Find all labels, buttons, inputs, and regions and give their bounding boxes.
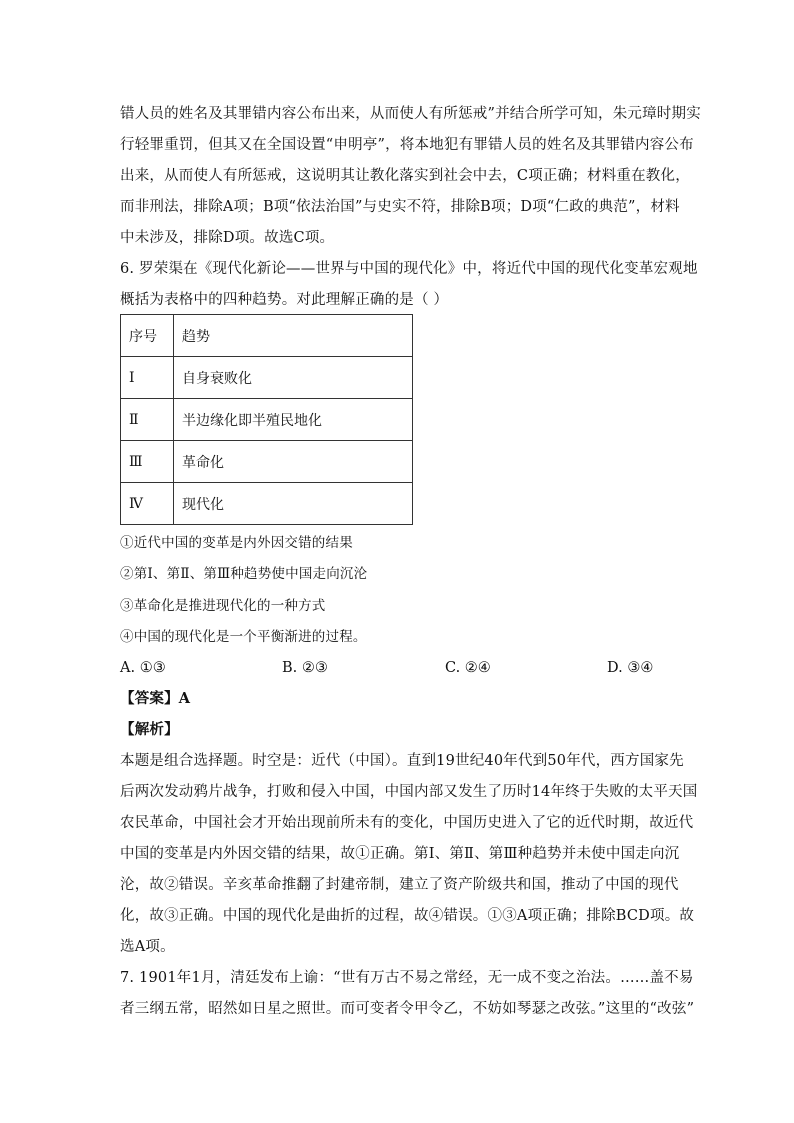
table-row: [121, 483, 413, 525]
q6-stem-line-2: 概括为表格中的四种趋势。对此理解正确的是（ ）: [120, 292, 449, 308]
table-cell-number: Ⅱ: [121, 399, 174, 441]
q6-statement-4: ④中国的现代化是一个平衡渐进的过程。: [120, 629, 367, 645]
table-cell-trend: 自身衰败化: [174, 357, 413, 399]
table-cell-trend: 革命化: [174, 441, 413, 483]
table-row: [121, 399, 413, 441]
q6-option-a: A. ①③: [120, 660, 166, 676]
table-cell-number: Ⅲ: [121, 441, 174, 483]
q7-stem-line-2: 者三纲五常，昭然如日星之照世。而可变者令甲令乙，不妨如琴瑟之改弦。”这里的“改弦”: [120, 1001, 695, 1017]
table-header-row: [121, 315, 413, 357]
q6-analysis-heading: 【解析】: [120, 721, 179, 738]
prev-analysis-line-3: 出来，从而使人有所惩戒，这说明其让教化落实到社会中去，C项正确；材料重在教化，: [120, 168, 690, 184]
prev-analysis-line-5: 中未涉及，排除D项。故选C项。: [120, 230, 335, 246]
q6-analysis-line-2: 后两次发动鸦片战争，打败和侵入中国，中国内部又发生了历时14年终于失败的太平天国: [120, 784, 698, 800]
prev-analysis-line-2: 行轻罪重罚，但其又在全国设置“申明亭”，将本地犯有罪错人员的姓名及其罪错内容公布: [120, 137, 694, 153]
q7-stem-line-1: 7. 1901年1月，清廷发布上谕：“世有万古不易之常经，无一成不变之治法。……盖不易: [120, 970, 694, 986]
q6-analysis-line-6: 化，故③正确。中国的现代化是曲折的过程，故④错误。①③A项正确；排除BCD项。故: [120, 908, 695, 924]
q6-statement-3: ③革命化是推进现代化的一种方式: [120, 598, 326, 614]
table-header-cell: 趋势: [174, 315, 413, 357]
table-cell-number: Ⅳ: [121, 483, 174, 525]
trend-table: [120, 314, 413, 525]
q6-analysis-line-3: 农民革命，中国社会才开始出现前所未有的变化，中国历史进入了它的近代时期，故近代: [120, 815, 694, 831]
q6-option-b: B. ②③: [282, 660, 328, 676]
table-row: [121, 357, 413, 399]
q6-analysis-line-7: 选A项。: [120, 939, 175, 955]
table-cell-trend: 半边缘化即半殖民地化: [174, 399, 413, 441]
q6-answer: 【答案】A: [120, 690, 191, 707]
table-row: [121, 441, 413, 483]
q6-statement-1: ①近代中国的变革是内外因交错的结果: [120, 535, 353, 551]
q6-option-c: C. ②④: [445, 660, 491, 676]
table-header-cell: 序号: [121, 315, 174, 357]
q6-stem-line-1: 6. 罗荣渠在《现代化新论——世界与中国的现代化》中，将近代中国的现代化变革宏观地: [120, 261, 698, 277]
prev-analysis-line-4: 而非刑法，排除A项；B项“依法治国”与史实不符，排除B项；D项“仁政的典范”，材料: [120, 199, 680, 215]
q6-analysis-line-1: 本题是组合选择题。时空是：近代（中国）。直到19世纪40年代到50年代，西方国家先: [120, 753, 684, 769]
table-cell-trend: 现代化: [174, 483, 413, 525]
prev-analysis-line-1: 错人员的姓名及其罪错内容公布出来，从而使人有所惩戒”并结合所学可知，朱元璋时期实: [120, 106, 701, 122]
q6-statement-2: ②第Ⅰ、第Ⅱ、第Ⅲ种趋势使中国走向沉沦: [120, 566, 368, 582]
q6-analysis-line-5: 沦，故②错误。辛亥革命推翻了封建帝制，建立了资产阶级共和国，推动了中国的现代: [120, 877, 679, 893]
table-cell-number: Ⅰ: [121, 357, 174, 399]
q6-option-d: D. ③④: [607, 660, 654, 676]
q6-analysis-line-4: 中国的变革是内外因交错的结果，故①正确。第Ⅰ、第Ⅱ、第Ⅲ种趋势并未使中国走向沉: [120, 846, 680, 862]
